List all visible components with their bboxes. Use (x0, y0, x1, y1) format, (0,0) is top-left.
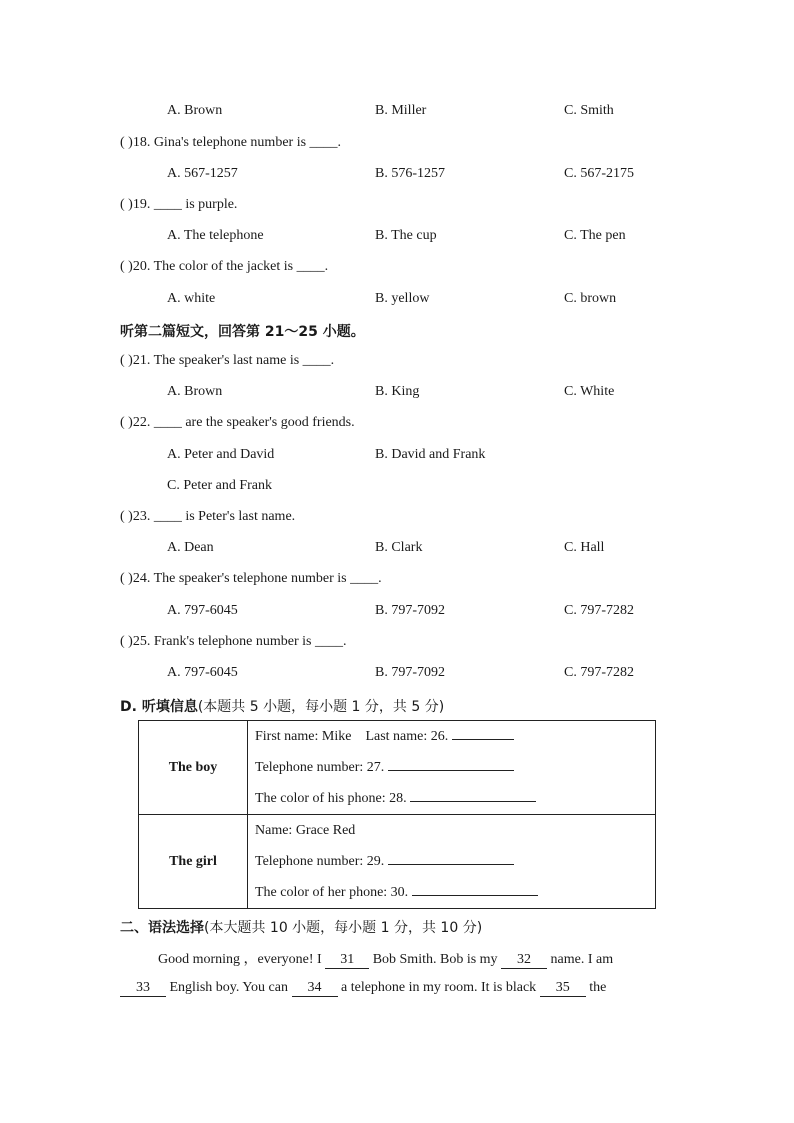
passage-text: Bob Smith. Bob is my (372, 952, 498, 967)
q23-option-c: C. Hall (564, 540, 605, 555)
passage-text: English boy. You can (169, 980, 288, 995)
girl-color-line (248, 877, 655, 908)
q18-stem: ( )18. Gina's telephone number is ____. (120, 135, 342, 150)
boy-color-line (248, 783, 655, 814)
passage2-heading: 听第二篇短文，回答第 21～25 小题。 (120, 324, 365, 340)
q21-option-b: B. King (375, 384, 420, 399)
passage-text: Good morning ，everyone! I (158, 952, 322, 967)
q25-option-b: B. 797-7092 (375, 665, 445, 680)
section-2-prefix: 二、语法选择 (120, 920, 204, 936)
passage-text: the (589, 980, 607, 995)
q22-stem: ( )22. ____ are the speaker's good friends. (120, 415, 355, 430)
blank-26[interactable] (452, 725, 514, 740)
blank-29[interactable] (388, 850, 514, 865)
section-2-note: (本大题共 10 小题，每小题 1 分，共 10 分) (204, 920, 483, 936)
blank-30[interactable] (412, 881, 538, 896)
q24-stem: ( )24. The speaker's telephone number is ____. (120, 571, 382, 586)
boy-name-line (248, 721, 655, 752)
girl-cell (248, 815, 656, 909)
q22-option-c: C. Peter and Frank (167, 478, 272, 493)
q24-option-a: A. 797-6045 (167, 603, 238, 618)
q18-option-c: C. 567-2175 (564, 166, 634, 181)
q17-option-a: A. Brown (167, 103, 223, 118)
boy-telephone-line (248, 752, 655, 783)
boy-last-name-label: Last name: 26. (365, 729, 449, 744)
blank-32[interactable]: 32 (501, 952, 547, 969)
boy-telephone-label: Telephone number: 27. (255, 760, 385, 775)
q19-option-b: B. The cup (375, 228, 437, 243)
q25-option-a: A. 797-6045 (167, 665, 238, 680)
q25-option-c: C. 797-7282 (564, 665, 634, 680)
blank-31[interactable]: 31 (325, 952, 369, 969)
q23-stem: ( )23. ____ is Peter's last name. (120, 509, 296, 524)
boy-cell (248, 721, 656, 815)
passage-line-2 (120, 980, 665, 997)
q21-option-c: C. White (564, 384, 615, 399)
girl-name-line: Name: Grace Red (255, 823, 356, 838)
section-d-note: (本题共 5 小题，每小题 1 分，共 5 分) (197, 699, 445, 715)
passage-text: name. I am (550, 952, 614, 967)
passage-text: a telephone in my room. It is black (341, 980, 537, 995)
q20-option-b: B. yellow (375, 291, 430, 306)
passage-line-1 (158, 948, 703, 969)
blank-35[interactable]: 35 (540, 980, 586, 997)
q17-option-c: C. Smith (564, 103, 614, 118)
blank-27[interactable] (388, 756, 514, 771)
q24-option-c: C. 797-7282 (564, 603, 634, 618)
q22-option-b: B. David and Frank (375, 447, 486, 462)
q19-option-a: A. The telephone (167, 228, 264, 243)
boy-label: The boy (139, 721, 248, 815)
girl-color-label: The color of her phone: 30. (255, 885, 409, 900)
q19-option-c: C. The pen (564, 228, 626, 243)
q21-option-a: A. Brown (167, 384, 223, 399)
section-d-prefix: D. 听填信息 (120, 699, 198, 715)
q20-stem: ( )20. The color of the jacket is ____. (120, 259, 329, 274)
q23-option-a: A. Dean (167, 540, 214, 555)
q17-option-b: B. Miller (375, 103, 427, 118)
q23-option-b: B. Clark (375, 540, 423, 555)
blank-33[interactable]: 33 (120, 980, 166, 997)
q22-option-a: A. Peter and David (167, 447, 275, 462)
q18-option-b: B. 576-1257 (375, 166, 445, 181)
info-table (138, 720, 656, 909)
q25-stem: ( )25. Frank's telephone number is ____. (120, 634, 347, 649)
boy-color-label: The color of his phone: 28. (255, 791, 407, 806)
section-2-heading (120, 917, 482, 937)
q24-option-b: B. 797-7092 (375, 603, 445, 618)
blank-28[interactable] (410, 787, 536, 802)
boy-first-name: First name: Mike (255, 729, 352, 744)
q20-option-a: A. white (167, 291, 216, 306)
girl-telephone-label: Telephone number: 29. (255, 854, 385, 869)
blank-34[interactable]: 34 (292, 980, 338, 997)
q19-stem: ( )19. ____ is purple. (120, 197, 238, 212)
section-d-heading (120, 696, 444, 716)
q20-option-c: C. brown (564, 291, 617, 306)
girl-telephone-line (248, 846, 655, 877)
girl-label: The girl (139, 815, 248, 909)
q21-stem: ( )21. The speaker's last name is ____. (120, 353, 335, 368)
q18-option-a: A. 567-1257 (167, 166, 238, 181)
